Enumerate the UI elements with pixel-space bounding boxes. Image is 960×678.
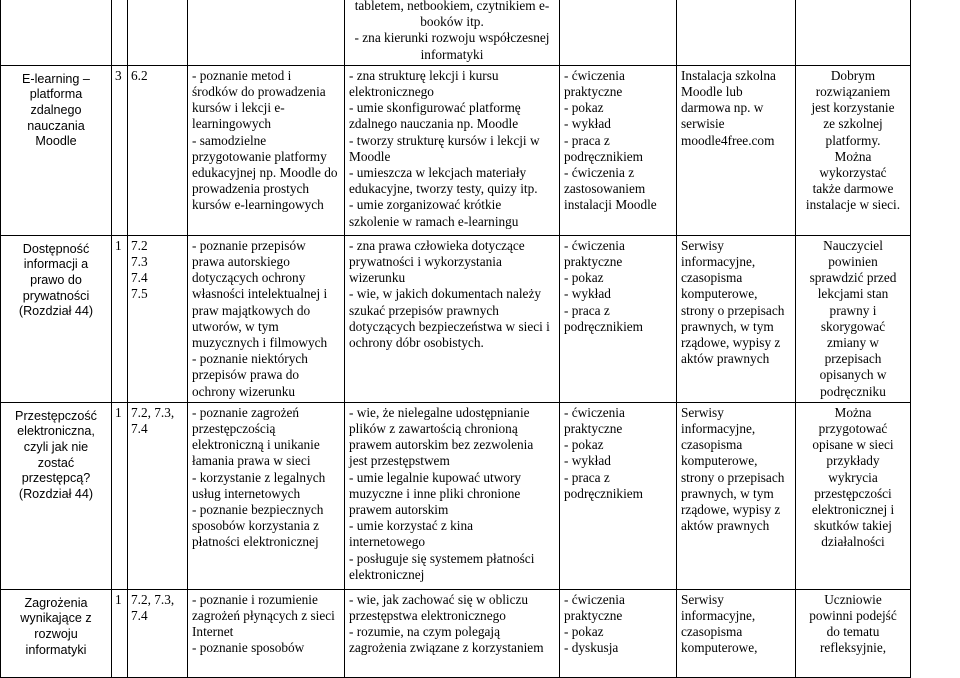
- cell-line: rządowe, wypisy z: [681, 502, 781, 518]
- hours-cell: [112, 589, 128, 677]
- cell-line: jest przestępstwem: [349, 453, 450, 469]
- content-cell: [188, 65, 345, 235]
- cell-line: - wykład: [564, 286, 611, 302]
- cell-line: do tematu: [826, 624, 880, 640]
- cell-line: przestępczością: [192, 421, 276, 437]
- cell-line: - ćwiczenia: [564, 67, 625, 83]
- cell-line: Serwisy: [681, 591, 724, 607]
- cell-line: - poznanie niektórych: [192, 351, 308, 367]
- cell-line: refleksyjnie,: [819, 640, 887, 656]
- cell-line: muzycznych i filmowych: [192, 335, 328, 351]
- cell-line: opisane w sieci: [812, 437, 894, 453]
- cell-line: aktów prawnych: [681, 351, 770, 367]
- cell-line: jest korzystanie: [811, 100, 895, 116]
- cell-line: przepisach: [824, 351, 882, 367]
- cell-line: informacyjne,: [681, 421, 756, 437]
- cell-line: przestępstwa elektronicznego: [349, 608, 506, 624]
- cell-line: 7.3: [131, 254, 148, 270]
- cell-line: dotyczących bezpieczeństwa w sieci i: [349, 318, 550, 334]
- cell-line: - zna kierunki rozwoju współczesnej: [354, 30, 550, 46]
- cell-line: Można: [834, 148, 872, 164]
- cell-line: - poznanie i rozumienie: [192, 591, 318, 607]
- methods-cell: [560, 0, 677, 65]
- cell-line: praktyczne: [564, 608, 623, 624]
- topic-cell: [1, 65, 112, 235]
- table-row: [1, 0, 911, 65]
- cell-text: 1: [115, 591, 122, 607]
- cell-line: - ćwiczenia: [564, 404, 625, 420]
- topic-cell: [1, 402, 112, 589]
- cell-line: praw majątkowych do: [192, 302, 311, 318]
- cell-line: przestępczości: [814, 485, 892, 501]
- cell-line: elektronicznej: [349, 566, 425, 582]
- cell-line: lekcjami stan: [817, 286, 889, 302]
- cell-line: Dostępność: [22, 241, 90, 256]
- resources-cell: [677, 402, 796, 589]
- cell-line: czasopisma: [681, 624, 743, 640]
- cell-line: - poznanie sposobów: [192, 640, 305, 656]
- cell-line: - pokaz: [564, 270, 604, 286]
- cell-line: zastosowaniem: [564, 181, 646, 197]
- cell-line: (Rozdział 44): [18, 304, 94, 319]
- cell-line: 6.2: [131, 67, 148, 83]
- cell-line: prawo do: [30, 273, 82, 287]
- cell-line: wykorzystać: [819, 165, 887, 181]
- cell-line: wizerunku: [349, 270, 406, 286]
- methods-cell: [560, 65, 677, 235]
- cell-line: przygotować: [818, 421, 888, 437]
- cell-line: darmowa np. w: [681, 100, 764, 116]
- cell-line: - tworzy strukturę kursów i lekcji w: [349, 132, 540, 148]
- cell-line: podręczniku: [820, 383, 886, 399]
- cell-line: komputerowe,: [681, 640, 758, 656]
- cell-line: wynikające z: [20, 611, 92, 626]
- cell-line: - poznanie zagrożeń: [192, 404, 300, 420]
- cell-line: prywatności: [22, 288, 90, 303]
- cell-line: instalacje w sieci.: [805, 197, 901, 213]
- resources-cell: [677, 0, 796, 65]
- outcomes-cell: [345, 0, 560, 65]
- cell-line: booków itp.: [420, 14, 484, 30]
- cell-line: aktów prawnych: [681, 518, 770, 534]
- outcomes-cell: [345, 235, 560, 402]
- cell-line: czasopisma: [681, 270, 743, 286]
- cell-line: prowadzenia prostych: [192, 181, 310, 197]
- cell-line: platforma: [29, 87, 83, 102]
- cell-line: Można: [834, 404, 872, 420]
- remarks-cell: [796, 65, 911, 235]
- cell-line: środków do prowadzenia: [192, 84, 326, 100]
- cell-line: Nauczyciel: [823, 237, 883, 253]
- methods-cell: [560, 589, 677, 677]
- resources-cell: [677, 235, 796, 402]
- cell-line: - ćwiczenia: [564, 591, 625, 607]
- cell-line: rządowe, wypisy z: [681, 335, 781, 351]
- cell-line: - posługuje się systemem płatności: [349, 550, 535, 566]
- cell-line: podręcznikiem: [564, 485, 644, 501]
- remarks-cell: [796, 0, 911, 65]
- cell-line: instalacji Moodle: [564, 197, 657, 213]
- cell-line: zagrożeń płynących z sieci: [192, 608, 335, 624]
- cell-line: Internet: [192, 624, 234, 640]
- cell-line: elektronicznej i: [811, 502, 895, 518]
- cell-line: Uczniowie: [824, 591, 882, 607]
- cell-line: prawem autorskim bez zezwolenia: [349, 437, 534, 453]
- cell-line: kursów e-learningowych: [192, 197, 324, 213]
- outcomes-cell: [345, 402, 560, 589]
- cell-line: Moodle: [35, 134, 77, 149]
- topic-cell: [1, 589, 112, 677]
- cell-line: własności intelektualnej i: [192, 286, 328, 302]
- cell-line: Serwisy: [681, 237, 724, 253]
- cell-line: - wie, w jakich dokumentach należy: [349, 286, 541, 302]
- table-row: [1, 402, 911, 589]
- cell-line: czasopisma: [681, 437, 743, 453]
- cell-line: Przestępczość: [15, 408, 97, 423]
- cell-line: informacyjne,: [681, 254, 756, 270]
- cell-line: kursów i lekcji e-: [192, 100, 285, 116]
- cell-line: opisanych w: [819, 367, 887, 383]
- cell-line: 7.2: [131, 237, 148, 253]
- cell-line: szukać przepisów prawnych: [349, 302, 499, 318]
- table-row: [1, 235, 911, 402]
- codes-cell: [128, 235, 188, 402]
- cell-line: prawa autorskiego: [192, 254, 290, 270]
- cell-line: zagrożenia związane z korzystaniem: [349, 640, 544, 656]
- cell-line: czyli jak nie: [23, 440, 89, 455]
- outcomes-cell: [345, 589, 560, 677]
- hours-cell: [112, 65, 128, 235]
- topic-cell: [1, 235, 112, 402]
- cell-line: serwisie: [681, 116, 725, 132]
- cell-line: - poznanie przepisów: [192, 237, 306, 253]
- cell-line: - wykład: [564, 453, 611, 469]
- resources-cell: [677, 65, 796, 235]
- cell-line: rozwoju: [34, 627, 78, 642]
- remarks-cell: [796, 589, 911, 677]
- table-row: [1, 65, 911, 235]
- content-cell: [188, 402, 345, 589]
- cell-line: - poznanie bezpiecznych: [192, 502, 324, 518]
- cell-line: internetowego: [349, 534, 426, 550]
- cell-line: plików z zawartością chronioną: [349, 421, 518, 437]
- table-row: [1, 589, 911, 677]
- hours-cell: [112, 0, 128, 65]
- cell-line: przygotowanie platformy: [192, 148, 327, 164]
- cell-line: - ćwiczenia: [564, 237, 625, 253]
- cell-line: - zna prawa człowieka dotyczące: [349, 237, 525, 253]
- cell-line: Instalacja szkolna: [681, 67, 776, 83]
- cell-line: - dyskusja: [564, 640, 619, 656]
- cell-line: - pokaz: [564, 624, 604, 640]
- cell-line: edukacyjnej np. Moodle do: [192, 165, 338, 181]
- cell-line: Moodle lub: [681, 84, 743, 100]
- cell-text: 1: [115, 237, 122, 253]
- content-cell: [188, 0, 345, 65]
- cell-line: prawny i: [829, 302, 877, 318]
- cell-line: learningowych: [192, 116, 272, 132]
- cell-line: powinien: [828, 254, 878, 270]
- cell-line: przykłady: [826, 453, 880, 469]
- codes-cell: [128, 0, 188, 65]
- cell-line: tabletem, netbookiem, czytnikiem e-: [354, 0, 550, 13]
- cell-line: zmiany w: [826, 335, 880, 351]
- cell-line: - umie legalnie kupować utwory: [349, 469, 522, 485]
- hours-cell: [112, 402, 128, 589]
- cell-line: podręcznikiem: [564, 318, 644, 334]
- cell-line: - ćwiczenia z: [564, 165, 635, 181]
- cell-line: ze szkolnej: [823, 116, 883, 132]
- topic-cell: [1, 0, 112, 65]
- cell-line: rozwiązaniem: [815, 84, 891, 100]
- cell-line: - zna strukturę lekcji i kursu: [349, 67, 499, 83]
- cell-line: zdalnego nauczania np. Moodle: [349, 116, 519, 132]
- cell-line: Dobrym: [830, 67, 876, 83]
- cell-line: strony o przepisach: [681, 302, 785, 318]
- cell-line: 7.2, 7.3,: [131, 404, 175, 420]
- cell-line: - poznanie metod i: [192, 67, 292, 83]
- content-cell: [188, 235, 345, 402]
- cell-line: nauczania: [27, 118, 85, 133]
- cell-line: - wie, że nielegalne udostępnianie: [349, 404, 530, 420]
- cell-line: prywatności i wykorzystania: [349, 254, 502, 270]
- cell-line: informatyki: [420, 46, 484, 62]
- cell-line: zdalnego: [30, 103, 82, 117]
- remarks-cell: [796, 235, 911, 402]
- cell-line: elektroniczna,: [17, 424, 95, 439]
- cell-line: - wykład: [564, 116, 611, 132]
- cell-line: 7.2, 7.3,: [131, 591, 175, 607]
- cell-line: skorygować: [820, 318, 886, 334]
- methods-cell: [560, 235, 677, 402]
- cell-line: informacji a: [23, 257, 89, 272]
- cell-line: Moodle: [349, 148, 391, 164]
- outcomes-cell: [345, 65, 560, 235]
- cell-line: 7.5: [131, 286, 148, 302]
- cell-line: elektronicznego: [349, 84, 434, 100]
- cell-line: ochrony wizerunku: [192, 383, 296, 399]
- hours-cell: [112, 235, 128, 402]
- cell-line: - wie, jak zachować się w obliczu: [349, 591, 529, 607]
- cell-line: 7.4: [131, 608, 148, 624]
- cell-line: platformy.: [825, 132, 881, 148]
- cell-text: 3: [115, 67, 122, 83]
- cell-line: prawnych, w tym: [681, 318, 774, 334]
- cell-line: elektroniczną i unikanie: [192, 437, 320, 453]
- cell-line: także darmowe: [812, 181, 894, 197]
- cell-line: działalności: [821, 534, 885, 550]
- methods-cell: [560, 402, 677, 589]
- cell-line: ochrony dóbr osobistych.: [349, 335, 484, 351]
- cell-line: 7.4: [131, 421, 148, 437]
- cell-line: (Rozdział 44): [18, 486, 94, 501]
- cell-line: moodle4free.com: [681, 132, 775, 148]
- cell-line: edukacyjne, tworzy testy, quizy itp.: [349, 181, 538, 197]
- content-cell: [188, 589, 345, 677]
- resources-cell: [677, 589, 796, 677]
- cell-line: Zagrożenia: [24, 595, 88, 610]
- cell-line: usług internetowych: [192, 485, 301, 501]
- cell-line: płatności elektronicznej: [192, 534, 319, 550]
- cell-line: powinni podejść: [809, 608, 897, 624]
- cell-line: informatyki: [25, 642, 87, 657]
- cell-line: - praca z: [564, 302, 610, 318]
- cell-line: komputerowe,: [681, 286, 758, 302]
- codes-cell: [128, 402, 188, 589]
- cell-line: E-learning –: [22, 71, 90, 86]
- cell-line: 7.4: [131, 270, 148, 286]
- cell-line: - praca z: [564, 469, 610, 485]
- cell-line: przepisów prawa do: [192, 367, 300, 383]
- codes-cell: [128, 589, 188, 677]
- cell-line: utworów, w tym: [192, 318, 279, 334]
- cell-line: strony o przepisach: [681, 469, 785, 485]
- cell-line: praktyczne: [564, 84, 623, 100]
- cell-line: informacyjne,: [681, 608, 756, 624]
- cell-line: praktyczne: [564, 254, 623, 270]
- cell-line: wykrycia: [828, 469, 878, 485]
- cell-line: muzyczne i inne pliki chronione: [349, 485, 521, 501]
- cell-line: komputerowe,: [681, 453, 758, 469]
- cell-line: - praca z: [564, 132, 610, 148]
- cell-line: - umie skonfigurować platformę: [349, 100, 521, 116]
- codes-cell: [128, 65, 188, 235]
- cell-line: - pokaz: [564, 100, 604, 116]
- cell-text: 1: [115, 404, 122, 420]
- cell-line: prawnych, w tym: [681, 485, 774, 501]
- cell-line: Serwisy: [681, 404, 724, 420]
- cell-line: - umie korzystać z kina: [349, 518, 474, 534]
- cell-line: - umieszcza w lekcjach materiały: [349, 165, 527, 181]
- cell-line: łamania prawa w sieci: [192, 453, 311, 469]
- cell-line: dotyczących ochrony: [192, 270, 306, 286]
- cell-line: - umie zorganizować krótkie: [349, 197, 502, 213]
- cell-line: podręcznikiem: [564, 148, 644, 164]
- cell-line: sprawdzić przed: [809, 270, 897, 286]
- cell-line: prawem autorskim: [349, 502, 449, 518]
- cell-line: - rozumie, na czym polegają: [349, 624, 500, 640]
- cell-line: zostać: [37, 455, 75, 470]
- cell-line: - korzystanie z legalnych: [192, 469, 326, 485]
- cell-line: - pokaz: [564, 437, 604, 453]
- remarks-cell: [796, 402, 911, 589]
- cell-line: szkolenie w ramach e-learningu: [349, 213, 519, 229]
- cell-line: sposobów korzystania z: [192, 518, 320, 534]
- cell-line: skutków takiej: [814, 518, 892, 534]
- cell-line: przestępcą?: [21, 471, 91, 486]
- cell-line: praktyczne: [564, 421, 623, 437]
- cell-line: - samodzielne: [192, 132, 267, 148]
